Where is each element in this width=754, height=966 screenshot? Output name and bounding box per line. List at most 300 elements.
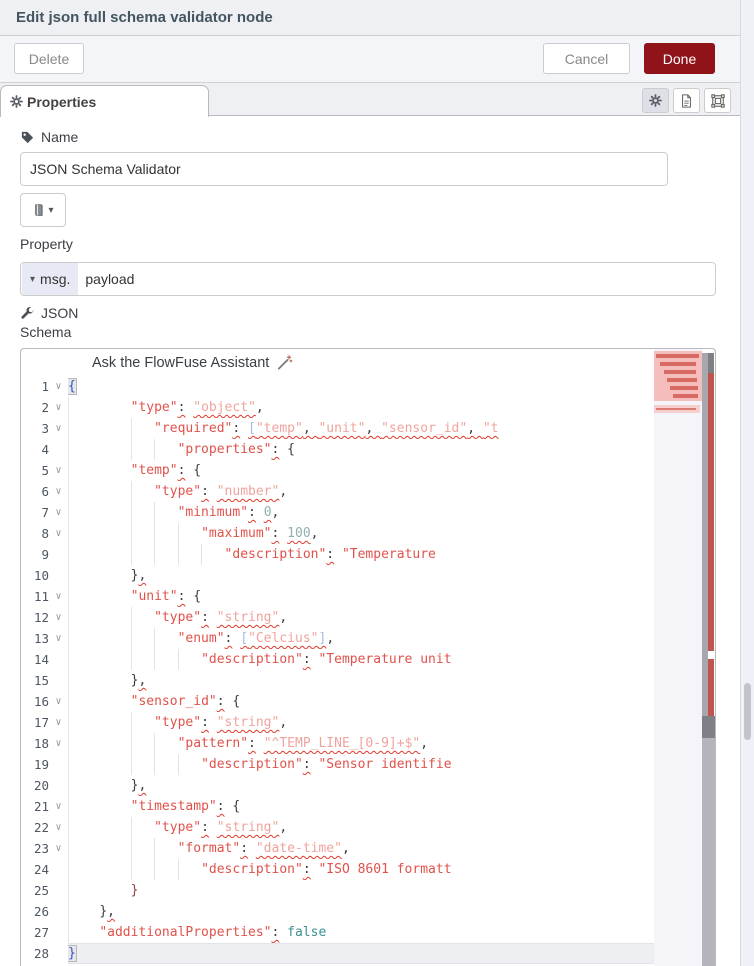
code-line[interactable] [21,523,654,544]
code-token: [ [240,631,249,646]
tab-properties-label: Properties [27,93,97,110]
fold-chevron-icon[interactable]: ∨ [55,591,62,602]
code-token: "Temperature unit [318,652,452,667]
code-token: { [193,589,202,604]
code-token: } [68,946,76,961]
code-token: "properties" [177,442,272,457]
indent-guide [154,544,155,565]
indent-guide [131,439,132,460]
code-token: , [279,715,288,730]
code-token: } [130,568,139,583]
fold-chevron-icon[interactable]: ∨ [55,633,62,644]
code-token: : [177,400,186,415]
fold-chevron-icon[interactable]: ∨ [55,801,62,812]
code-line-text [68,376,654,397]
code-line[interactable] [21,922,654,943]
indent-guide [68,502,69,523]
code-token: "number" [216,484,280,499]
indent-guide [68,481,69,502]
code-token: , [302,421,319,436]
line-number: 2 [41,400,49,415]
line-number: 17 [33,715,49,730]
code-line[interactable] [21,544,654,565]
code-token: "temp" [130,463,178,478]
indent-guide [68,628,69,649]
code-token [279,442,287,457]
code-token: "enum" [177,631,225,646]
indent-guide [131,859,132,880]
json-schema-editor[interactable] [20,348,716,966]
indent-guide [131,418,132,439]
code-token: , [310,526,319,541]
schema-field-label [20,304,100,342]
code-token: "pattern" [177,736,249,751]
code-line[interactable] [21,397,654,418]
code-line-text [68,901,654,922]
indent-guide [68,733,69,754]
code-line[interactable] [21,880,654,901]
code-token: , [467,421,483,436]
name-label-text: Name [41,129,79,145]
fold-chevron-icon[interactable]: ∨ [55,465,62,476]
code-line-text [68,460,654,481]
code-token: "sensor_id" [130,694,217,709]
code-line[interactable] [21,733,654,754]
code-token: { [287,442,295,457]
code-token: : [302,652,311,667]
code-line-text [68,544,654,565]
code-token: , [365,421,382,436]
code-token: "type" [154,484,202,499]
minimap[interactable] [654,349,702,966]
code-token: "description" [224,547,327,562]
indent-guide [68,817,69,838]
caret-down-icon: ▾ [48,204,54,216]
code-token [248,841,256,856]
indent-guide [131,754,132,775]
fold-chevron-icon[interactable]: ∨ [55,822,62,833]
code-token [279,925,287,940]
code-token: ] [318,631,327,646]
fold-gutter [49,670,68,691]
indent-guide [131,607,132,628]
indent-guide [154,859,155,880]
code-token: "Celcius" [248,631,319,646]
gear-icon [649,94,662,107]
book-icon [32,203,45,217]
code-token: , [279,484,288,499]
code-token: : [248,505,256,520]
code-token: : [248,736,256,751]
name-field-label [20,129,78,145]
fold-chevron-icon[interactable]: ∨ [55,738,62,749]
fold-chevron-icon[interactable]: ∨ [55,402,62,413]
code-token [334,547,342,562]
code-token: 100 [287,526,311,541]
code-token: } [130,673,139,688]
indent-guide [68,838,69,859]
property-input[interactable] [20,262,716,296]
code-line[interactable] [21,859,654,880]
done-button[interactable] [644,43,715,74]
code-token: , [420,736,429,751]
dialog-title: Edit json full schema validator node [16,9,273,26]
code-token: "description" [201,652,303,667]
indent-guide [154,754,155,775]
code-token: "object" [193,400,256,415]
fold-chevron-icon[interactable]: ∨ [55,696,62,707]
indent-guide [68,544,69,565]
tag-icon [20,130,35,145]
schema-label-line1: JSON [41,305,79,321]
dialog-header [0,0,740,36]
code-line[interactable] [21,796,654,817]
code-line-text [68,838,654,859]
code-line[interactable] [21,502,654,523]
code-line[interactable] [21,418,654,439]
code-token: , [326,631,335,646]
overview-ruler-top [708,353,714,373]
code-token: , [107,904,115,919]
delete-button-label: Delete [28,50,70,67]
code-token: , [341,841,350,856]
code-token: "type" [130,400,178,415]
code-token: "Sensor identifie [318,757,452,772]
indent-guide [131,502,132,523]
code-token: , [271,505,280,520]
code-line[interactable] [21,817,654,838]
indent-guide [68,880,69,901]
name-input-value: JSON Schema Validator [30,161,181,177]
indent-guide [68,796,69,817]
fold-gutter [49,754,68,775]
code-token: : [177,589,186,604]
fold-chevron-icon[interactable]: ∨ [55,843,62,854]
page-scrollbar-thumb[interactable] [744,683,751,740]
code-line-text [68,481,654,502]
code-token [240,421,248,436]
code-line-text [68,712,654,733]
delete-button[interactable] [14,43,84,74]
line-number: 5 [41,463,49,478]
fold-gutter [49,880,68,901]
line-number: 6 [41,484,49,499]
code-token: "format" [177,841,241,856]
code-token: { [68,379,76,394]
line-number: 13 [33,631,49,646]
code-line-text [68,880,654,901]
line-number: 24 [33,862,49,877]
code-line-text [68,796,654,817]
indent-guide [68,775,69,796]
code-token: : [201,715,209,730]
indent-guide [68,607,69,628]
done-button-label: Done [662,50,697,67]
node-properties-button[interactable] [642,88,669,113]
code-token: , [138,568,147,583]
code-line-text [68,418,654,439]
indent-guide [154,649,155,670]
fold-chevron-icon[interactable]: ∨ [55,486,62,497]
code-token: "string" [216,715,280,730]
indent-guide [178,523,179,544]
code-line-text [68,943,654,964]
indent-guide [68,670,69,691]
code-line[interactable] [21,670,654,691]
code-token [279,526,287,541]
code-token: , [279,610,288,625]
code-token: , [138,673,147,688]
code-line[interactable] [21,586,654,607]
code-token [209,820,217,835]
code-line-text [68,775,654,796]
code-token: "timestamp" [130,799,217,814]
code-token: "^TEMP_LINE_[0-9]+$" [263,736,421,751]
indent-guide [154,628,155,649]
code-line-text [68,607,654,628]
code-token: : [240,841,249,856]
code-line-text [68,859,654,880]
code-line[interactable] [21,943,654,964]
editor-scrollbar-thumb-end [702,716,715,738]
code-token: "type" [154,610,202,625]
code-token: { [193,463,202,478]
code-token: { [232,694,241,709]
property-type-select[interactable] [22,263,78,295]
code-token: "ISO 8601 formatt [318,862,452,877]
property-prefix: msg. [40,271,71,287]
indent-guide [68,565,69,586]
code-token: : [271,925,280,940]
fold-gutter [49,859,68,880]
fold-chevron-icon[interactable]: ∨ [55,381,62,392]
code-line[interactable] [21,481,654,502]
indent-guide [68,460,69,481]
appearance-button[interactable] [704,88,731,113]
code-lines[interactable] [21,376,654,966]
code-line[interactable] [21,775,654,796]
code-line-text [68,565,654,586]
indent-guide [68,691,69,712]
code-token: : [216,799,225,814]
fold-gutter [49,922,68,943]
code-token: "type" [154,820,202,835]
code-line-text [68,670,654,691]
code-token: } [130,883,139,898]
code-token: "date-time" [255,841,342,856]
cancel-button[interactable] [543,43,630,74]
indent-guide [68,523,69,544]
expand-icon [711,94,725,108]
code-token [209,715,217,730]
fold-gutter [49,649,68,670]
code-line[interactable] [21,754,654,775]
line-number: 1 [41,379,49,394]
indent-guide [68,859,69,880]
indent-guide [154,733,155,754]
indent-guide [68,439,69,460]
assistant-bar[interactable] [21,349,715,376]
fold-chevron-icon[interactable]: ∨ [55,507,62,518]
code-token: [ [248,421,256,436]
fold-chevron-icon[interactable]: ∨ [55,717,62,728]
code-token: : [201,484,209,499]
magic-wand-icon [276,354,293,371]
indent-guide [68,397,69,418]
indent-guide [68,922,69,943]
property-field-label [20,236,73,252]
indent-guide [178,544,179,565]
code-token: , [255,400,264,415]
indent-guide [68,586,69,607]
code-line[interactable] [21,691,654,712]
code-line[interactable] [21,628,654,649]
indent-guide [131,838,132,859]
tab-properties[interactable] [0,85,209,117]
code-line[interactable] [21,649,654,670]
indent-guide [68,418,69,439]
code-token: "type" [154,715,202,730]
code-line[interactable] [21,838,654,859]
code-line-text [68,922,654,943]
indent-guide [131,733,132,754]
line-number: 8 [41,526,49,541]
indent-guide [178,859,179,880]
line-number: 28 [33,946,49,961]
indent-guide [131,481,132,502]
code-line-text [68,733,654,754]
code-line-text [68,691,654,712]
line-number: 23 [33,841,49,856]
code-line-text [68,439,654,460]
gear-icon [10,95,23,108]
code-token: : [201,820,209,835]
code-token: false [287,925,327,940]
line-number: 4 [41,442,49,457]
code-line[interactable] [21,376,654,397]
line-number: 18 [33,736,49,751]
code-token: : [326,547,335,562]
property-input-value: payload [85,271,135,287]
line-number: 16 [33,694,49,709]
indent-guide [68,712,69,733]
line-number: 3 [41,421,49,436]
fold-gutter [49,544,68,565]
dialog-toolbar [0,36,740,83]
indent-guide [131,628,132,649]
code-token: "unit" [318,421,366,436]
code-line-text [68,523,654,544]
code-token: 0 [263,505,272,520]
code-line[interactable] [21,565,654,586]
tab-actions [642,88,731,113]
indent-guide [131,712,132,733]
fold-gutter [49,775,68,796]
fold-gutter [49,901,68,922]
line-number: 10 [33,568,49,583]
code-token: , [279,820,288,835]
tab-bar [0,83,740,116]
wrench-icon [20,306,35,321]
library-button[interactable] [20,193,66,227]
line-number: 22 [33,820,49,835]
caret-down-icon: ▾ [30,273,36,285]
code-token: "description" [201,757,303,772]
fold-gutter [49,565,68,586]
fold-gutter [49,439,68,460]
code-token: { [232,799,241,814]
code-token: "t [482,421,499,436]
code-line[interactable] [21,439,654,460]
code-line-text [68,754,654,775]
cancel-button-label: Cancel [564,50,609,67]
code-token: : [271,526,280,541]
fold-chevron-icon[interactable]: ∨ [55,423,62,434]
node-description-button[interactable] [673,88,700,113]
line-number: 19 [33,757,49,772]
schema-label-line2: Schema [20,324,72,340]
code-line[interactable] [21,607,654,628]
fold-chevron-icon[interactable]: ∨ [55,528,62,539]
code-token: : [201,610,209,625]
code-token: "string" [216,610,280,625]
code-token: : [216,694,225,709]
code-line-text [68,817,654,838]
indent-guide [154,838,155,859]
indent-guide [154,439,155,460]
line-number: 11 [33,589,49,604]
line-number: 25 [33,883,49,898]
code-token: "minimum" [177,505,249,520]
editor-scrollbar-track [702,738,715,966]
page-scrollbar[interactable] [740,0,754,966]
editor-scrollbar[interactable] [702,349,715,966]
property-label-text: Property [20,236,73,252]
code-line[interactable] [21,460,654,481]
line-number: 12 [33,610,49,625]
code-token: : [177,463,186,478]
code-token: "unit" [130,589,178,604]
fold-chevron-icon[interactable]: ∨ [55,612,62,623]
indent-guide [154,502,155,523]
line-number: 27 [33,925,49,940]
indent-guide [131,544,132,565]
code-line[interactable] [21,712,654,733]
indent-guide [154,523,155,544]
code-token [209,484,217,499]
code-line-text [68,586,654,607]
overview-ruler-errors [708,373,714,651]
indent-guide [68,901,69,922]
code-token: "additionalProperties" [99,925,272,940]
code-token: "Temperature [341,547,436,562]
name-input[interactable] [20,152,668,186]
indent-guide [178,754,179,775]
line-number: 20 [33,778,49,793]
code-token [256,505,264,520]
fold-gutter [49,943,68,964]
indent-guide [131,817,132,838]
minimap-strip [654,405,700,413]
line-number: 15 [33,673,49,688]
assistant-label: Ask the FlowFuse Assistant [92,354,270,371]
line-number: 7 [41,505,49,520]
code-token: "required" [154,421,233,436]
code-line[interactable] [21,901,654,922]
code-token: : [271,442,280,457]
code-token [256,736,264,751]
code-token: } [99,904,108,919]
